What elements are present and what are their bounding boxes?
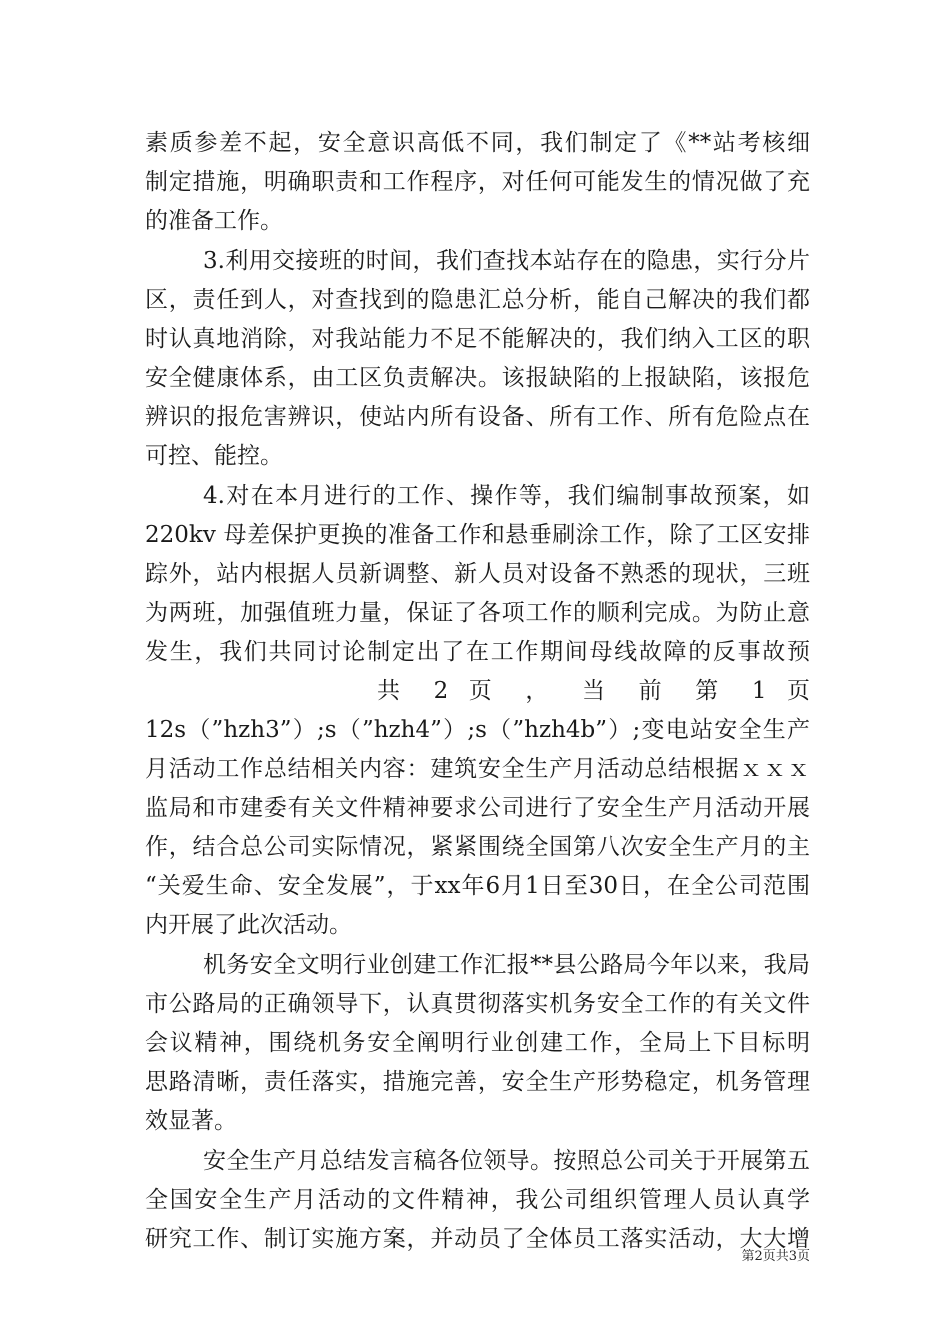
page-footer-label: 第2页共3页 bbox=[741, 1249, 810, 1264]
text-line: “关爱生命、安全发展”，于xx年6月1日至30日，在全公司范围 bbox=[145, 873, 810, 899]
paragraph-start-line: 4.对在本月进行的工作、操作等，我们编制事故预案，如 bbox=[203, 483, 810, 509]
paragraph-start-line: 机务安全文明行业创建工作汇报**县公路局今年以来，我局 bbox=[203, 952, 810, 978]
text-line: 思路清晰，责任落实，措施完善，安全生产形势稳定，机务管理 bbox=[145, 1069, 810, 1095]
text-line: 辨识的报危害辨识，使站内所有设备、所有工作、所有危险点在 bbox=[145, 404, 810, 430]
text-line: 会议精神，围绕机务安全阐明行业创建工作，全局上下目标明 bbox=[145, 1030, 810, 1056]
text-line: 为两班，加强值班力量，保证了各项工作的顺利完成。为防止意 bbox=[145, 600, 810, 626]
text-line: 监局和市建委有关文件精神要求公司进行了安全生产月活动开展 bbox=[145, 795, 810, 821]
text-line: 发生，我们共同讨论制定出了在工作期间母线故障的反事故预 bbox=[145, 639, 810, 665]
text-line: 220kv 母差保护更换的准备工作和悬垂刷涂工作，除了工区安排 bbox=[145, 522, 810, 548]
document-body bbox=[145, 124, 810, 1259]
text-line: 研究工作、制订实施方案，并动员了全体员工落实活动，大大增 bbox=[145, 1226, 810, 1252]
text-line: 效显著。 bbox=[145, 1108, 237, 1134]
text-line: 区，责任到人，对查找到的隐患汇总分析，能自己解决的我们都 bbox=[145, 287, 810, 313]
text-line: 12s（”hzh3”）;s（”hzh4”）;s（”hzh4b”）;变电站安全生产 bbox=[145, 717, 810, 743]
text-line: 的准备工作。 bbox=[145, 208, 283, 234]
text-line: 时认真地消除，对我站能力不足不能解决的，我们纳入工区的职 bbox=[145, 326, 810, 352]
text-line: 安全健康体系，由工区负责解决。该报缺陷的上报缺陷，该报危 bbox=[145, 365, 810, 391]
text-line: 市公路局的正确领导下，认真贯彻落实机务安全工作的有关文件 bbox=[145, 991, 810, 1017]
text-line: 可控、能控。 bbox=[145, 443, 283, 469]
inline-page-counter: 共 2 页 ， 当 前 第 1 页 bbox=[377, 678, 810, 704]
text-line: 月活动工作总结相关内容：建筑安全生产月活动总结根据ｘｘｘ bbox=[145, 756, 810, 782]
text-line: 全国安全生产月活动的文件精神，我公司组织管理人员认真学 bbox=[145, 1187, 810, 1213]
text-line: 内开展了此次活动。 bbox=[145, 912, 352, 938]
text-line: 制定措施，明确职责和工作程序，对任何可能发生的情况做了充 bbox=[145, 169, 810, 195]
paragraph-start-line: 安全生产月总结发言稿各位领导。按照总公司关于开展第五 bbox=[203, 1148, 810, 1174]
text-line: 踪外，站内根据人员新调整、新人员对设备不熟悉的现状，三班 bbox=[145, 561, 810, 587]
paragraph-start-line: 3.利用交接班的时间，我们查找本站存在的隐患，实行分片 bbox=[203, 248, 810, 274]
text-line: 素质参差不起，安全意识高低不同，我们制定了《**站考核细 bbox=[145, 130, 810, 156]
text-line: 作，结合总公司实际情况，紧紧围绕全国第八次安全生产月的主 bbox=[145, 834, 810, 860]
